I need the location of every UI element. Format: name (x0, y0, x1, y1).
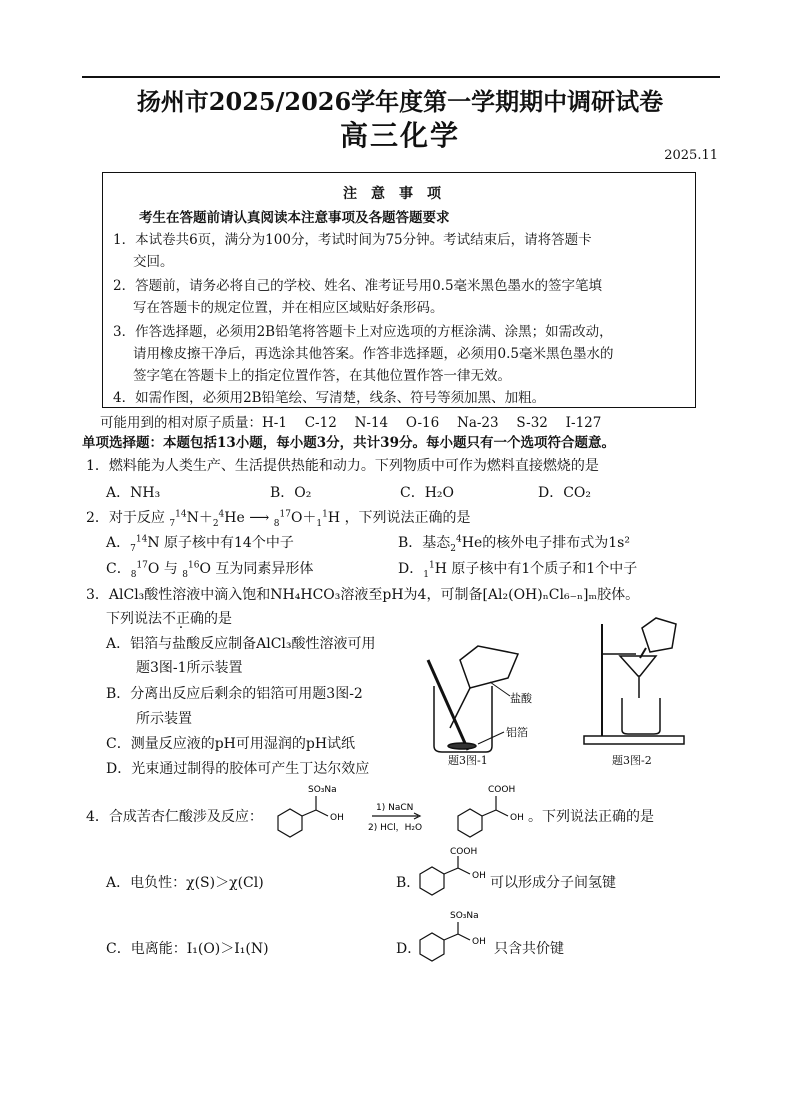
aluminum-foil (448, 743, 476, 749)
q4-d-structure (412, 908, 502, 968)
benzene-ring-1 (278, 809, 302, 837)
q3-stem2c: 的是 (204, 611, 232, 627)
notice-line: 1．本试卷共6页，满分为100分，考试时间为75分钟。考试结束后，请将答题卡 (113, 232, 592, 248)
reaction-step-1: 1) NaCN (376, 803, 414, 813)
q1-option-c: C．H₂O (400, 485, 455, 501)
receiving-beaker (622, 698, 660, 734)
q2-option-a: A．$_7^{14}$N 原子核中有14个中子 (106, 534, 294, 554)
oh-label-1: OH (330, 813, 344, 823)
q1-option-b: B．O₂ (270, 485, 312, 501)
q2-b-text: 的核外电子排布式为1s² (482, 535, 630, 551)
exam-date: 2025.11 (664, 148, 718, 163)
q2-d-text: 原子核中有1个质子和1个中子 (451, 561, 638, 577)
figure-3-1 (420, 618, 560, 768)
leader-foil (478, 732, 504, 744)
q3-stem2a: 下列说法 (106, 611, 162, 627)
q1-option-a: A．NH₃ (106, 485, 161, 501)
q4-option-c: C．电离能：I₁(O)＞I₁(N) (106, 941, 269, 957)
leader-acid (490, 682, 510, 696)
benzene-ring-d (420, 933, 444, 961)
q3-option-d: D．光束通过制得的胶体可产生丁达尔效应 (106, 761, 370, 777)
notice-line: 写在答题卡的规定位置，并在相应区域贴好条形码。 (133, 300, 444, 316)
q4-stem: 4．合成苦杏仁酸涉及反应： (86, 809, 263, 825)
oh-label-b: OH (472, 871, 486, 881)
q3-option-b-1: B．分离出反应后剩余的铝箔可用题3图-2 (106, 686, 363, 702)
benzene-ring-b (420, 867, 444, 895)
so3na-label-d: SO₃Na (450, 911, 479, 921)
q2-tail: ，下列说法正确的是 (344, 510, 471, 526)
q2-a-text: 原子核中有14个中子 (164, 535, 294, 551)
q2-lead: 2．对于反应 (86, 510, 165, 526)
q2-stem (86, 507, 471, 529)
side-chain-1 (302, 796, 328, 816)
q4-option-d-text: 只含共价键 (494, 941, 564, 957)
atomic-masses: 可能用到的相对原子质量：H-1 C-12 N-14 O-16 Na-23 S-32 I-127 (100, 415, 602, 431)
notice-box (102, 172, 696, 408)
side-chain-d (444, 922, 470, 940)
so3na-label-1: SO₃Na (308, 785, 337, 795)
q4-option-d-lead: D． (396, 941, 422, 957)
q4-b-structure (412, 846, 492, 902)
pouring-beaker (460, 646, 518, 688)
figure-3-2 (580, 612, 700, 752)
pour-stream (450, 688, 470, 728)
oh-label-d: OH (472, 937, 486, 947)
q3-option-a-2: 题3图-1所示装置 (136, 660, 243, 676)
section-heading: 单项选择题：本题包括13小题，每小题3分，共计39分。每小题只有一个选项符合题意。 (82, 435, 615, 451)
notice-line: 4．如需作图，必须用2B铅笔绘、写清楚，线条、符号等须加黑、加粗。 (113, 390, 546, 406)
q3-option-c: C．测量反应液的pH可用湿润的pH试纸 (106, 736, 356, 752)
funnel (620, 656, 656, 676)
subject-title: 高三化学 (339, 119, 460, 152)
q3-option-b-2: 所示装置 (136, 711, 192, 727)
notice-line: 请用橡皮擦干净后，再选涂其他答案。作答非选择题，必须用0.5毫米黑色墨水的 (133, 346, 614, 362)
side-chain-b (444, 856, 470, 874)
label-acid: 盐酸 (510, 692, 532, 705)
stand-base (584, 736, 684, 744)
notice-line: 交回。 (133, 254, 174, 270)
cooh-label-1: COOH (488, 785, 516, 795)
reaction-step-2: 2) HCl，H₂O (368, 823, 423, 833)
top-rule (82, 76, 720, 78)
fig2-caption: 题3图-2 (612, 754, 652, 767)
q2-option-c: C．$_8^{17}$O 与 $_8^{16}$O 互为同素异形体 (106, 560, 314, 580)
label-foil: 铝箔 (506, 726, 528, 739)
q2-b-lead: B．基态 (398, 535, 451, 551)
notice-subtitle: 考生在答题前请认真阅读本注意事项及各题答题要求 (139, 210, 450, 226)
q2-c-text: 互为同素异形体 (215, 561, 314, 577)
side-chain-2 (482, 796, 508, 816)
notice-line: 3．作答选择题，必须用2B铅笔将答题卡上对应选项的方框涂满、涂黑；如需改动， (113, 324, 613, 340)
fig1-caption: 题3图-1 (448, 754, 488, 767)
q3-stem: 3．AlCl₃酸性溶液中滴入饱和NH₄HCO₃溶液至pH为4，可制备[Al₂(OH)ₙCl₆₋ₙ]ₘ胶体。 (86, 587, 640, 603)
notice-title: 注意事项 (343, 186, 455, 202)
q2-equation: $_7^{14}N+_2^4He$ ⟶ $_8^{17}O+_1^1H$ (169, 509, 341, 529)
q4-tail: 。下列说法正确的是 (528, 809, 654, 825)
q3-stem-2 (106, 608, 232, 628)
q3-option-a-1: A．铝箔与盐酸反应制备AlCl₃酸性溶液可用 (106, 636, 376, 652)
pouring-beaker-2 (642, 618, 676, 652)
notice-line: 2．答题前，请务必将自己的学校、姓名、准考证号用0.5毫米黑色墨水的签字笔填 (113, 278, 603, 294)
q1-option-d: D．CO₂ (538, 485, 592, 501)
notice-line: 签字笔在答题卡上的指定位置作答，在其他位置作答一律无效。 (133, 368, 511, 384)
cooh-label-b: COOH (450, 847, 478, 857)
q1-stem: 1．燃料能为人类生产、生活提供热能和动力。下列物质中可作为燃料直接燃烧的是 (86, 458, 599, 474)
q4-option-b-text: 可以形成分子间氢键 (490, 875, 616, 891)
benzene-ring-2 (458, 809, 482, 837)
q4-option-a: A．电负性：χ(S)＞χ(Cl) (106, 875, 264, 891)
exam-title: 扬州市2025/2026学年度第一学期期中调研试卷 (136, 87, 664, 116)
q2-option-b: B．基态$_2^4$He的核外电子排布式为1s² (398, 534, 630, 554)
q4-option-b-lead: B． (396, 875, 421, 891)
q2-option-d: D．$_1^1$H 原子核中有1个质子和1个中子 (398, 560, 638, 580)
oh-label-2: OH (510, 813, 524, 823)
q3-emphasis: 不正确 (162, 611, 204, 627)
